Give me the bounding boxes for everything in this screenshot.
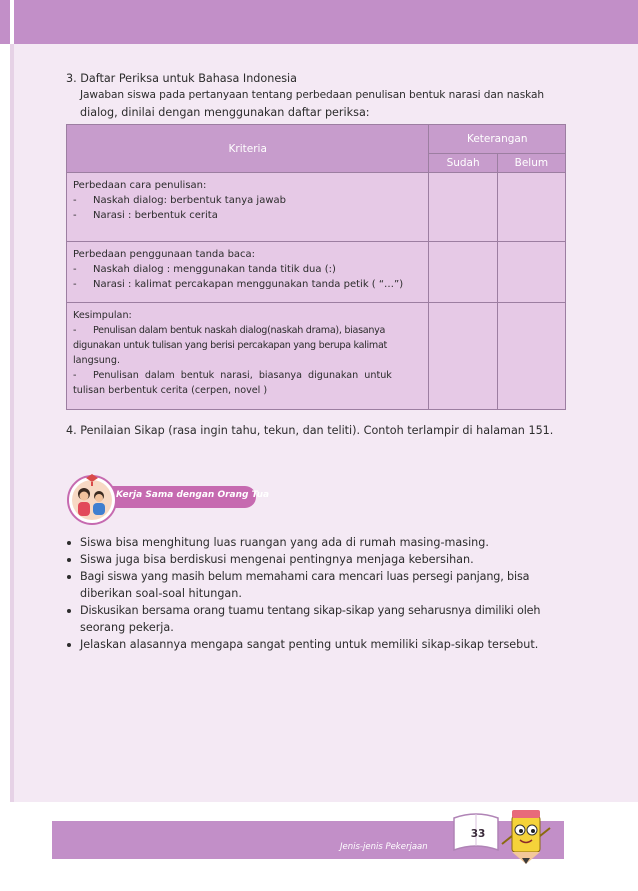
criteria-3-p2-line-1: Penulisan dalam bentuk narasi, biasanya digunakan untuk <box>93 370 392 381</box>
criteria-cell-2 <box>67 242 429 303</box>
table-row <box>67 242 566 303</box>
page-number: 33 <box>470 828 486 840</box>
section-3-title: 3. Daftar Periksa untuk Bahasa Indonesia <box>66 72 298 85</box>
list-item <box>66 568 571 602</box>
table-row <box>67 173 566 242</box>
task-2: Siswa juga bisa berdiskusi mengenai pentingnya menjaga kebersihan. <box>80 553 474 566</box>
checkbox-sudah-2[interactable] <box>429 242 497 303</box>
criteria-2-line-2: Narasi : kalimat percakapan menggunakan tanda petik ( “…”) <box>93 279 404 290</box>
criteria-1-line-2: Narasi : berbentuk cerita <box>93 210 218 221</box>
parent-activity-list <box>66 534 571 653</box>
task-3-line-1: Bagi siswa yang masih belum memahami cara mencari luas persegi panjang, bisa <box>80 570 530 583</box>
checkbox-belum-2[interactable] <box>497 242 565 303</box>
section-3-intro-line-1: Jawaban siswa pada pertanyaan tentang perbedaan penulisan bentuk narasi dan naskah <box>80 89 544 101</box>
criteria-1-line-1: Naskah dialog: berbentuk tanya jawab <box>93 195 286 206</box>
dash-mark: - <box>73 264 77 275</box>
task-5: Jelaskan alasannya mengapa sangat penting untuk memiliki sikap-sikap tersebut. <box>80 638 539 651</box>
criteria-3-p1-line-2: digunakan untuk tulisan yang berisi percakapan yang berupa kalimat <box>73 340 388 351</box>
family-icon <box>66 470 122 526</box>
criteria-1-title: Perbedaan cara penulisan: <box>73 180 207 191</box>
list-item <box>66 551 571 568</box>
list-item <box>66 534 571 551</box>
section-3-intro-line-2: dialog, dinilai dengan menggunakan daftar periksa: <box>80 106 370 119</box>
task-4-line-2: seorang pekerja. <box>80 621 174 634</box>
table-row <box>67 303 566 410</box>
dash-mark: - <box>73 210 77 221</box>
task-1: Siswa bisa menghitung luas ruangan yang ada di rumah masing-masing. <box>80 536 489 549</box>
criteria-cell-3 <box>67 303 429 410</box>
criteria-3-title: Kesimpulan: <box>73 310 132 321</box>
criteria-3-p1-line-3: langsung. <box>73 355 121 366</box>
footer-chapter-title: Jenis-jenis Pekerjaan <box>340 842 428 852</box>
top-left-strip <box>10 0 14 44</box>
checkbox-sudah-1[interactable] <box>429 173 497 242</box>
header-kriteria: Kriteria <box>67 125 429 173</box>
header-keterangan: Keterangan <box>429 125 566 154</box>
section-3-checklist-intro <box>66 70 576 121</box>
checkbox-sudah-3[interactable] <box>429 303 497 410</box>
dash-mark: - <box>73 370 77 381</box>
parent-cooperation-badge <box>66 470 276 526</box>
dash-mark: - <box>73 279 77 290</box>
header-belum: Belum <box>497 154 565 173</box>
dash-mark: - <box>73 195 77 206</box>
dash-mark: - <box>73 325 77 336</box>
checklist-table <box>66 124 566 410</box>
criteria-2-line-1: Naskah dialog : menggunakan tanda titik dua (:) <box>93 264 336 275</box>
criteria-2-title: Perbedaan penggunaan tanda baca: <box>73 249 256 260</box>
header-sudah: Sudah <box>429 154 497 173</box>
criteria-3-p1-line-1: Penulisan dalam bentuk naskah dialog(naskah drama), biasanya <box>93 325 386 336</box>
task-3-line-2: diberikan soal-soal hitungan. <box>80 587 242 600</box>
top-header-band <box>0 0 638 44</box>
badge-label: Kerja Sama dengan Orang Tua <box>116 490 270 500</box>
pencil-mascot-icon <box>498 806 558 864</box>
criteria-3-p2-line-2: tulisan berbentuk cerita (cerpen, novel ) <box>73 385 268 396</box>
task-4-line-1: Diskusikan bersama orang tuamu tentang sikap-sikap yang seharusnya dimiliki oleh <box>80 604 541 617</box>
checkbox-belum-3[interactable] <box>497 303 565 410</box>
list-item <box>66 602 571 636</box>
checkbox-belum-1[interactable] <box>497 173 565 242</box>
list-item <box>66 636 571 653</box>
criteria-cell-1 <box>67 173 429 242</box>
section-4-attitude-assessment: 4. Penilaian Sikap (rasa ingin tahu, tekun, dan teliti). Contoh terlampir di halaman 151. <box>66 424 554 437</box>
